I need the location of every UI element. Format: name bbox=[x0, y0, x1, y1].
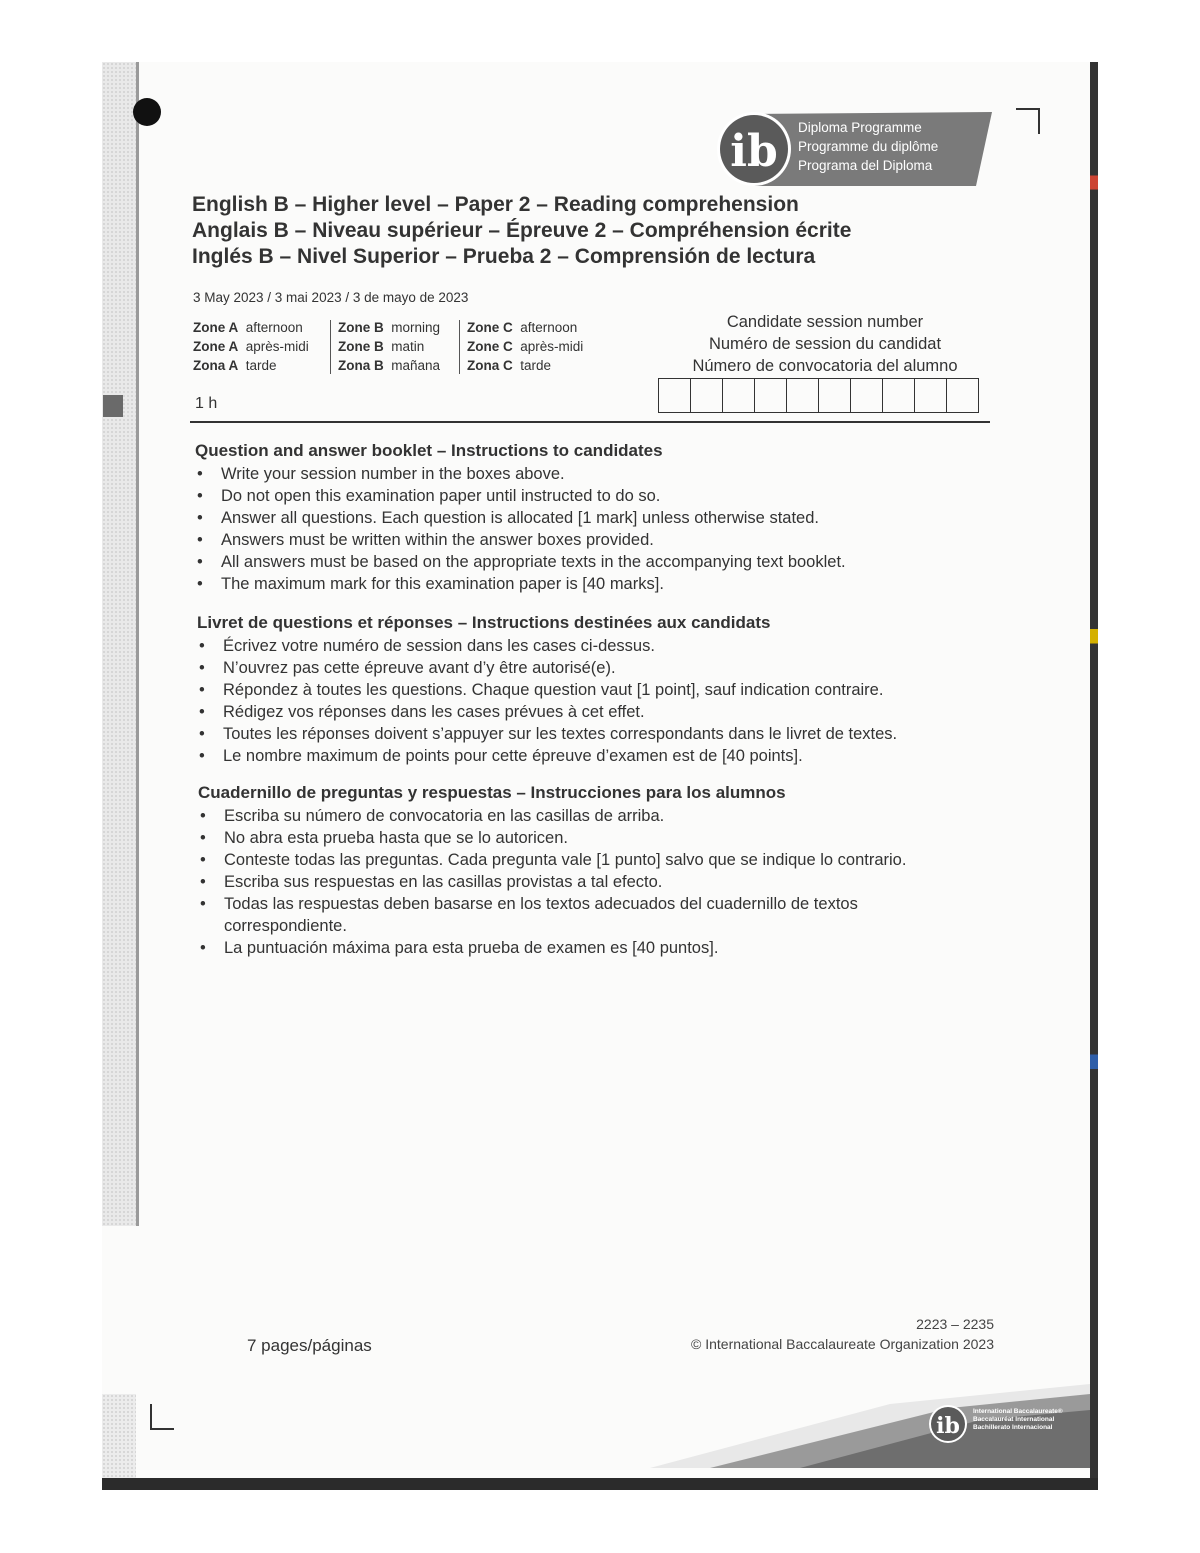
instructions-spanish bbox=[198, 783, 978, 959]
org-line-fr: Baccalauréat International bbox=[973, 1416, 1055, 1423]
ib-footer-logo-letters: ib bbox=[936, 1413, 960, 1439]
zone-label: Zona B bbox=[338, 358, 384, 373]
candidate-label-en: Candidate session number bbox=[726, 313, 924, 331]
scan-edge-bottom bbox=[102, 1478, 1098, 1490]
zone-time: après-midi bbox=[520, 339, 584, 354]
org-line-es: Bachillerato Internacional bbox=[973, 1424, 1053, 1431]
programme-line-en: Diploma Programme bbox=[798, 120, 922, 135]
zone-time: morning bbox=[391, 320, 441, 335]
scan-edge-right bbox=[1090, 62, 1098, 1480]
programme-line-fr: Programme du diplôme bbox=[798, 139, 939, 154]
instruction-item: • Do not open this examination paper until instructed to do so. bbox=[195, 485, 995, 507]
instruction-item: • Conteste todas las preguntas. Cada pregunta vale [1 punto] salvo que se indique lo contrario. bbox=[198, 849, 978, 871]
instruction-item: • Answers must be written within the answer boxes provided. bbox=[195, 529, 995, 551]
zone-time: tarde bbox=[245, 358, 277, 373]
instruction-item: • Answer all questions. Each question is allocated [1 mark] unless otherwise stated. bbox=[195, 507, 995, 529]
instruction-item: • Escriba sus respuestas en las casillas provistas a tal efecto. bbox=[198, 871, 978, 893]
corner-mark-top-right-icon bbox=[1016, 108, 1040, 134]
zone-label: Zona C bbox=[467, 358, 513, 373]
session-digit-box[interactable] bbox=[787, 379, 819, 412]
candidate-label-fr: Numéro de session du candidat bbox=[708, 335, 942, 353]
session-number-boxes[interactable] bbox=[658, 378, 979, 413]
zone-time: matin bbox=[391, 339, 425, 354]
instruction-item: • All answers must be based on the appropriate texts in the accompanying text booklet. bbox=[195, 551, 995, 573]
session-digit-box[interactable] bbox=[755, 379, 787, 412]
exam-page bbox=[102, 62, 1094, 1480]
org-line-en: International Baccalaureate® bbox=[973, 1408, 1063, 1415]
programme-name-block bbox=[798, 118, 938, 175]
instruction-item: • Toutes les réponses doivent s’appuyer sur les textes correspondants dans le livret de textes. bbox=[197, 723, 997, 745]
org-name-block bbox=[973, 1408, 1063, 1432]
session-digit-box[interactable] bbox=[915, 379, 947, 412]
zone-column-c bbox=[467, 318, 583, 375]
zone-time: après-midi bbox=[245, 339, 309, 354]
paper-titles bbox=[192, 192, 851, 270]
section-heading: Cuadernillo de preguntas y respuestas – Instrucciones para los alumnos bbox=[198, 783, 786, 802]
zone-time: tarde bbox=[520, 358, 552, 373]
session-digit-box[interactable] bbox=[723, 379, 755, 412]
session-digit-box[interactable] bbox=[659, 379, 691, 412]
instructions-english bbox=[195, 441, 995, 595]
page-count: 7 pages/páginas bbox=[247, 1336, 372, 1355]
session-digit-box[interactable] bbox=[883, 379, 915, 412]
zone-label: Zone A bbox=[193, 339, 239, 354]
section-heading: Question and answer booklet – Instructions to candidates bbox=[195, 441, 663, 460]
instruction-item: • La puntuación máxima para esta prueba de examen es [40 puntos]. bbox=[198, 937, 978, 959]
session-digit-box[interactable] bbox=[947, 379, 978, 412]
zone-time: afternoon bbox=[245, 320, 303, 335]
instruction-item: • No abra esta prueba hasta que se lo autoricen. bbox=[198, 827, 978, 849]
copyright-notice: © International Baccalaureate Organization 2023 bbox=[691, 1336, 994, 1352]
instructions-french bbox=[197, 613, 997, 767]
section-heading: Livret de questions et réponses – Instructions destinées aux candidats bbox=[197, 613, 771, 632]
instruction-item: • Write your session number in the boxes above. bbox=[195, 463, 995, 485]
instruction-item: • Répondez à toutes les questions. Chaque question vaut [1 point], sauf indication contraire. bbox=[197, 679, 997, 701]
zone-label: Zone A bbox=[193, 320, 239, 335]
instruction-item: • Escriba su número de convocatoria en las casillas de arriba. bbox=[198, 805, 978, 827]
zone-divider bbox=[330, 320, 331, 374]
zone-label: Zone B bbox=[338, 339, 384, 354]
candidate-session-labels bbox=[670, 311, 980, 377]
scan-margin-strip bbox=[102, 62, 136, 1226]
zone-label: Zona A bbox=[193, 358, 239, 373]
session-digit-box[interactable] bbox=[851, 379, 883, 412]
instruction-item: • Rédigez vos réponses dans les cases prévues à cet effet. bbox=[197, 701, 997, 723]
zone-label: Zone B bbox=[338, 320, 384, 335]
zone-label: Zone C bbox=[467, 320, 513, 335]
punch-hole-icon bbox=[133, 98, 161, 126]
zone-column-b bbox=[338, 318, 440, 375]
paper-code: 2223 – 2235 bbox=[916, 1316, 994, 1332]
title-english: English B – Higher level – Paper 2 – Reading comprehension bbox=[192, 193, 799, 216]
programme-line-es: Programa del Diploma bbox=[798, 158, 933, 173]
scan-margin-strip-lower bbox=[102, 1394, 136, 1478]
header-divider bbox=[190, 421, 990, 423]
instruction-item: • N’ouvrez pas cette épreuve avant d’y être autorisé(e). bbox=[197, 657, 997, 679]
margin-rule bbox=[136, 62, 139, 1226]
registration-mark-icon bbox=[103, 395, 123, 417]
zone-divider bbox=[459, 320, 460, 374]
title-french: Anglais B – Niveau supérieur – Épreuve 2 – Compréhension écrite bbox=[192, 219, 852, 242]
exam-date: 3 May 2023 / 3 mai 2023 / 3 de mayo de 2023 bbox=[193, 290, 469, 305]
exam-duration: 1 h bbox=[195, 395, 218, 412]
zone-time: mañana bbox=[391, 358, 441, 373]
title-spanish: Inglés B – Nivel Superior – Prueba 2 – Comprensión de lectura bbox=[192, 245, 816, 268]
zone-column-a bbox=[193, 318, 309, 375]
instruction-item: • Todas las respuestas deben basarse en los textos adecuados del cuadernillo de textos correspondiente. bbox=[198, 893, 978, 937]
candidate-label-es: Número de convocatoria del alumno bbox=[692, 357, 958, 375]
session-digit-box[interactable] bbox=[819, 379, 851, 412]
ib-logo-letters: ib bbox=[730, 126, 778, 177]
zone-label: Zone C bbox=[467, 339, 513, 354]
instruction-item: • The maximum mark for this examination paper is [40 marks]. bbox=[195, 573, 995, 595]
instruction-item: • Écrivez votre numéro de session dans les cases ci-dessus. bbox=[197, 635, 997, 657]
zone-time: afternoon bbox=[520, 320, 578, 335]
session-digit-box[interactable] bbox=[691, 379, 723, 412]
instruction-item: • Le nombre maximum de points pour cette épreuve d’examen est de [40 points]. bbox=[197, 745, 997, 767]
corner-mark-bottom-left-icon bbox=[150, 1404, 174, 1430]
